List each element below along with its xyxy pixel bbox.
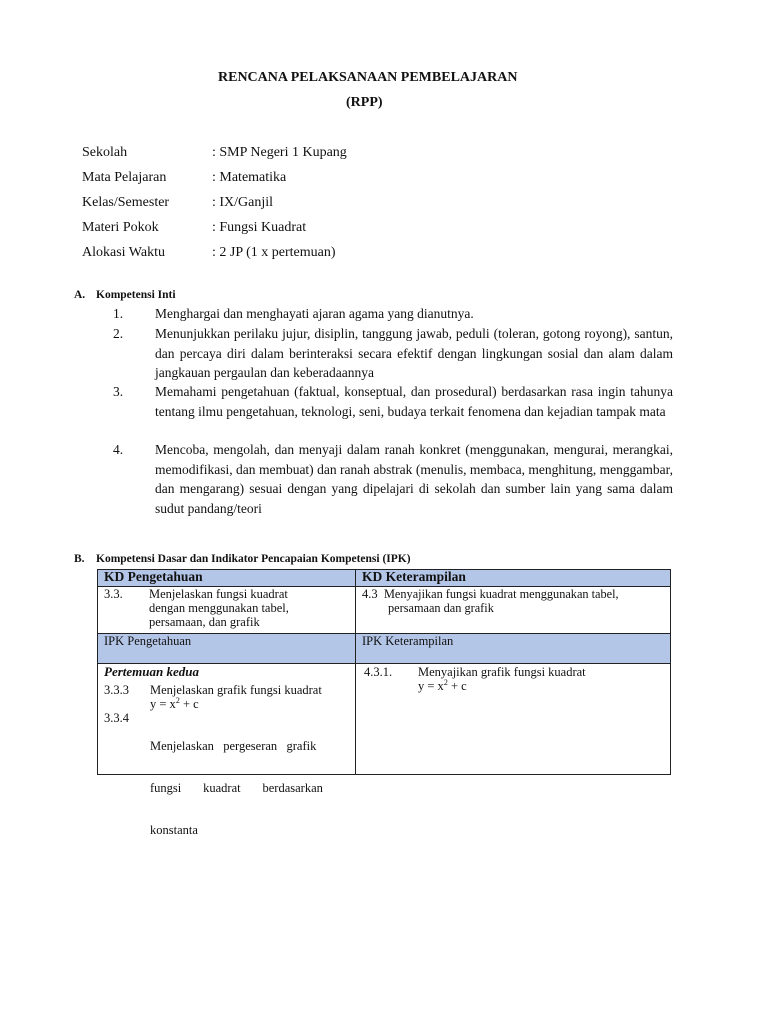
kd-pengetahuan-header: KD Pengetahuan: [104, 569, 203, 584]
ipk-pengetahuan-header: IPK Pengetahuan: [104, 634, 192, 648]
document-title: RENCANA PELAKSANAAN PEMBELAJARAN: [218, 70, 518, 85]
item-text: Menghargai dan menghayati ajaran agama yang dianutnya.: [155, 306, 474, 321]
item-number: 3.: [113, 384, 124, 399]
ipk-text-line: konstanta: [150, 823, 198, 837]
identity-value: : Fungsi Kuadrat: [212, 220, 307, 235]
ipk-formula: [150, 697, 350, 711]
ipk-keterampilan-header: IPK Keterampilan: [362, 634, 454, 648]
kd-text-line: Menyajikan fungsi kuadrat menggunakan tabel,: [384, 587, 619, 601]
item-text: Memahami pengetahuan (faktual, konseptual, dan prosedural) berdasarkan rasa ingin tahunya tentang ilmu pengetahuan, teknologi, seni, budaya terkait fenomena dan kejadian tampak mata: [155, 384, 673, 419]
kd-text-line: Menjelaskan fungsi kuadrat: [149, 587, 288, 601]
table-row-divider: [98, 663, 670, 664]
kd-keterampilan-header: KD Keterampilan: [362, 569, 466, 584]
ipk-text: [150, 711, 355, 865]
identity-label: Materi Pokok: [82, 220, 159, 235]
identity-value: : SMP Negeri 1 Kupang: [212, 145, 347, 160]
identity-value: : 2 JP (1 x pertemuan): [212, 245, 336, 260]
kd-number: 4.3: [362, 587, 378, 601]
ipk-number: 4.3.1.: [364, 665, 393, 679]
item-number: 4.: [113, 442, 124, 457]
kd-number: 3.3.: [104, 587, 123, 601]
section-title: Kompetensi Inti: [96, 289, 176, 301]
identity-value: : Matematika: [212, 170, 287, 185]
kompetensi-inti-item: [113, 440, 673, 518]
formula-rest: + c: [447, 679, 467, 693]
kd-text: [149, 587, 354, 629]
formula-exponent: 2: [443, 677, 448, 687]
identity-label: Kelas/Semester: [82, 195, 170, 210]
kd-text-line: dengan menggunakan tabel,: [149, 601, 289, 615]
ipk-text: [150, 683, 350, 711]
ipk-text-line: Menjelaskan grafik fungsi kuadrat: [150, 683, 322, 697]
kompetensi-inti-item: [113, 324, 673, 383]
ipk-text-line: Menjelaskan pergeseran grafik: [150, 739, 317, 753]
section-title: Kompetensi Dasar dan Indikator Pencapaian Kompetensi (IPK): [96, 553, 411, 565]
ipk-text-line: fungsi kuadrat berdasarkan: [150, 781, 323, 795]
item-number: 1.: [113, 306, 124, 321]
item-number: 2.: [113, 326, 124, 341]
kd-text-line: persamaan, dan grafik: [149, 615, 260, 629]
formula-base: y = x: [418, 679, 444, 693]
ipk-number: 3.3.4: [104, 711, 129, 725]
table-row-divider: [98, 586, 670, 587]
kd-ipk-table: [97, 569, 671, 837]
kompetensi-inti-item: [113, 382, 673, 421]
formula-exponent: 2: [175, 695, 180, 705]
ipk-text: [418, 665, 668, 693]
ipk-formula: [418, 679, 668, 693]
section-letter: A.: [74, 289, 86, 301]
kd-text: [384, 587, 669, 615]
ipk-text-line: Menyajikan grafik fungsi kuadrat: [418, 665, 586, 679]
formula-rest: + c: [179, 697, 199, 711]
identity-label: Alokasi Waktu: [82, 245, 165, 260]
ipk-number: 3.3.3: [104, 683, 129, 697]
table-row-divider: [98, 633, 670, 634]
identity-label: Mata Pelajaran: [82, 170, 167, 185]
table-column-divider: [355, 570, 356, 774]
item-text: Mencoba, mengolah, dan menyaji dalam ranah konkret (menggunakan, mengurai, merangkai, memodifikasi, dan membuat) dan ranah abstrak (menulis, membaca, menghitung, menggambar, dan mengarang) sesuai dengan yang dipelajari di sekolah dan sumber lain yang sama dalam sudut pandang/teori: [155, 442, 673, 516]
identity-label: Sekolah: [82, 145, 128, 160]
kd-text-line: persamaan dan grafik: [388, 601, 494, 615]
formula-base: y = x: [150, 697, 176, 711]
document-subtitle: (RPP): [346, 95, 383, 110]
kompetensi-inti-item: [113, 304, 673, 324]
identity-value: : IX/Ganjil: [212, 195, 274, 210]
item-text: Menunjukkan perilaku jujur, disiplin, tanggung jawab, peduli (toleran, gotong royong), santun, dan percaya diri dalam berinteraksi secara efektif dengan lingkungan sosial dan alam dalam jangkauan pergaulan dan keberadaannya: [155, 326, 673, 380]
meeting-label: Pertemuan kedua: [104, 664, 199, 679]
section-letter: B.: [74, 553, 85, 565]
